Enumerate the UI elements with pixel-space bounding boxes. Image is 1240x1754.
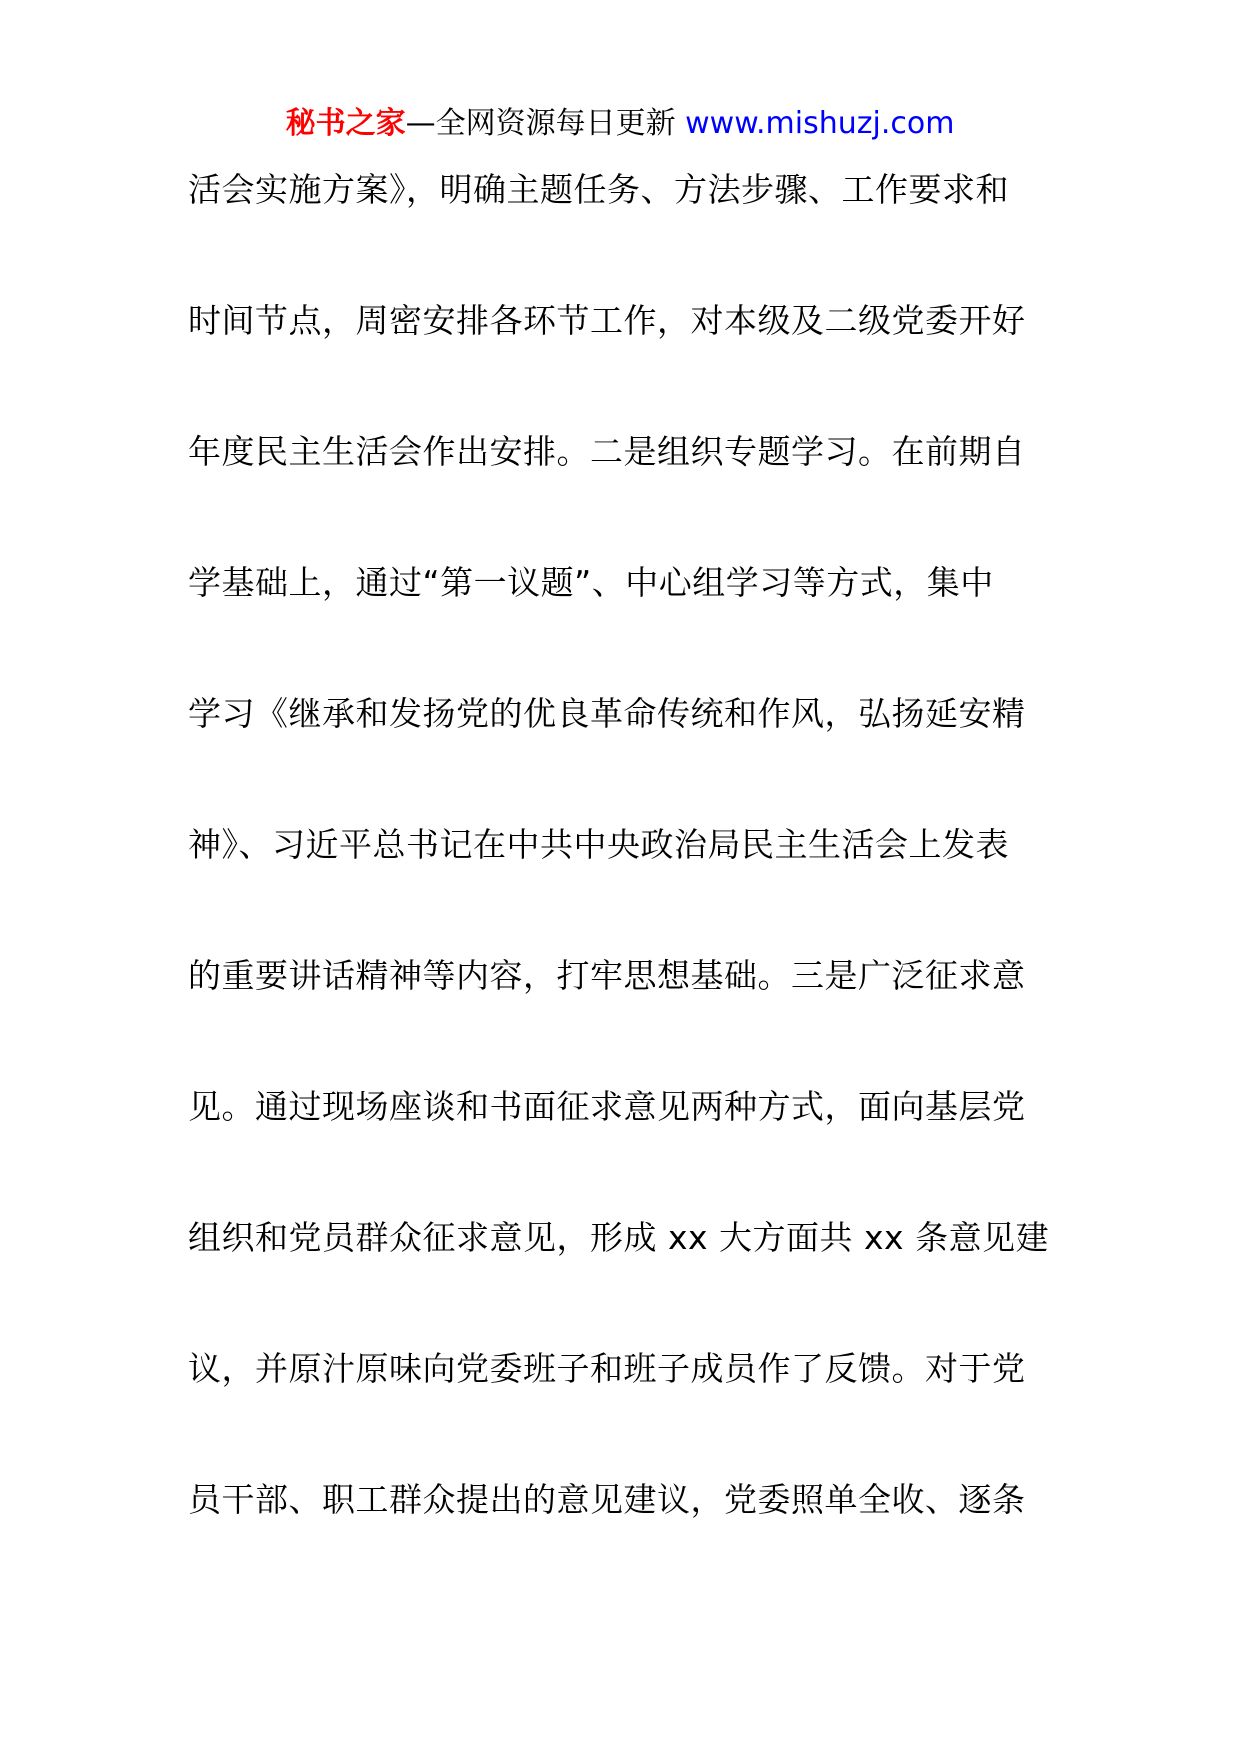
body-line: 见。通过现场座谈和书面征求意见两种方式，面向基层党 — [188, 1087, 1026, 1126]
body-line: 活会实施方案》，明确主题任务、方法步骤、工作要求和 — [188, 170, 1009, 209]
body-line: 组织和党员群众征求意见，形成 xx 大方面共 xx 条意见建 — [188, 1218, 1050, 1257]
body-line: 学习《继承和发扬党的优良革命传统和作风，弘扬延安精 — [188, 694, 1026, 733]
header-tagline: —全网资源每日更新 — [405, 106, 686, 141]
site-header — [0, 104, 1240, 144]
body-text — [188, 168, 1048, 1609]
site-url-link[interactable]: www.mishuzj.com — [685, 106, 955, 141]
body-line: 学基础上，通过“第一议题”、中心组学习等方式，集中 — [188, 563, 994, 602]
body-line: 年度民主生活会作出安排。二是组织专题学习。在前期自 — [188, 432, 1026, 471]
body-line: 时间节点，周密安排各环节工作，对本级及二级党委开好 — [188, 301, 1026, 340]
brand-name: 秘书之家 — [285, 106, 406, 141]
body-line: 神》、习近平总书记在中共中央政治局民主生活会上发表 — [188, 825, 1009, 864]
body-line: 议，并原汁原味向党委班子和班子成员作了反馈。对于党 — [188, 1349, 1026, 1388]
body-line: 员干部、职工群众提出的意见建议，党委照单全收、逐条 — [188, 1480, 1026, 1519]
body-line: 的重要讲话精神等内容，打牢思想基础。三是广泛征求意 — [188, 956, 1026, 995]
